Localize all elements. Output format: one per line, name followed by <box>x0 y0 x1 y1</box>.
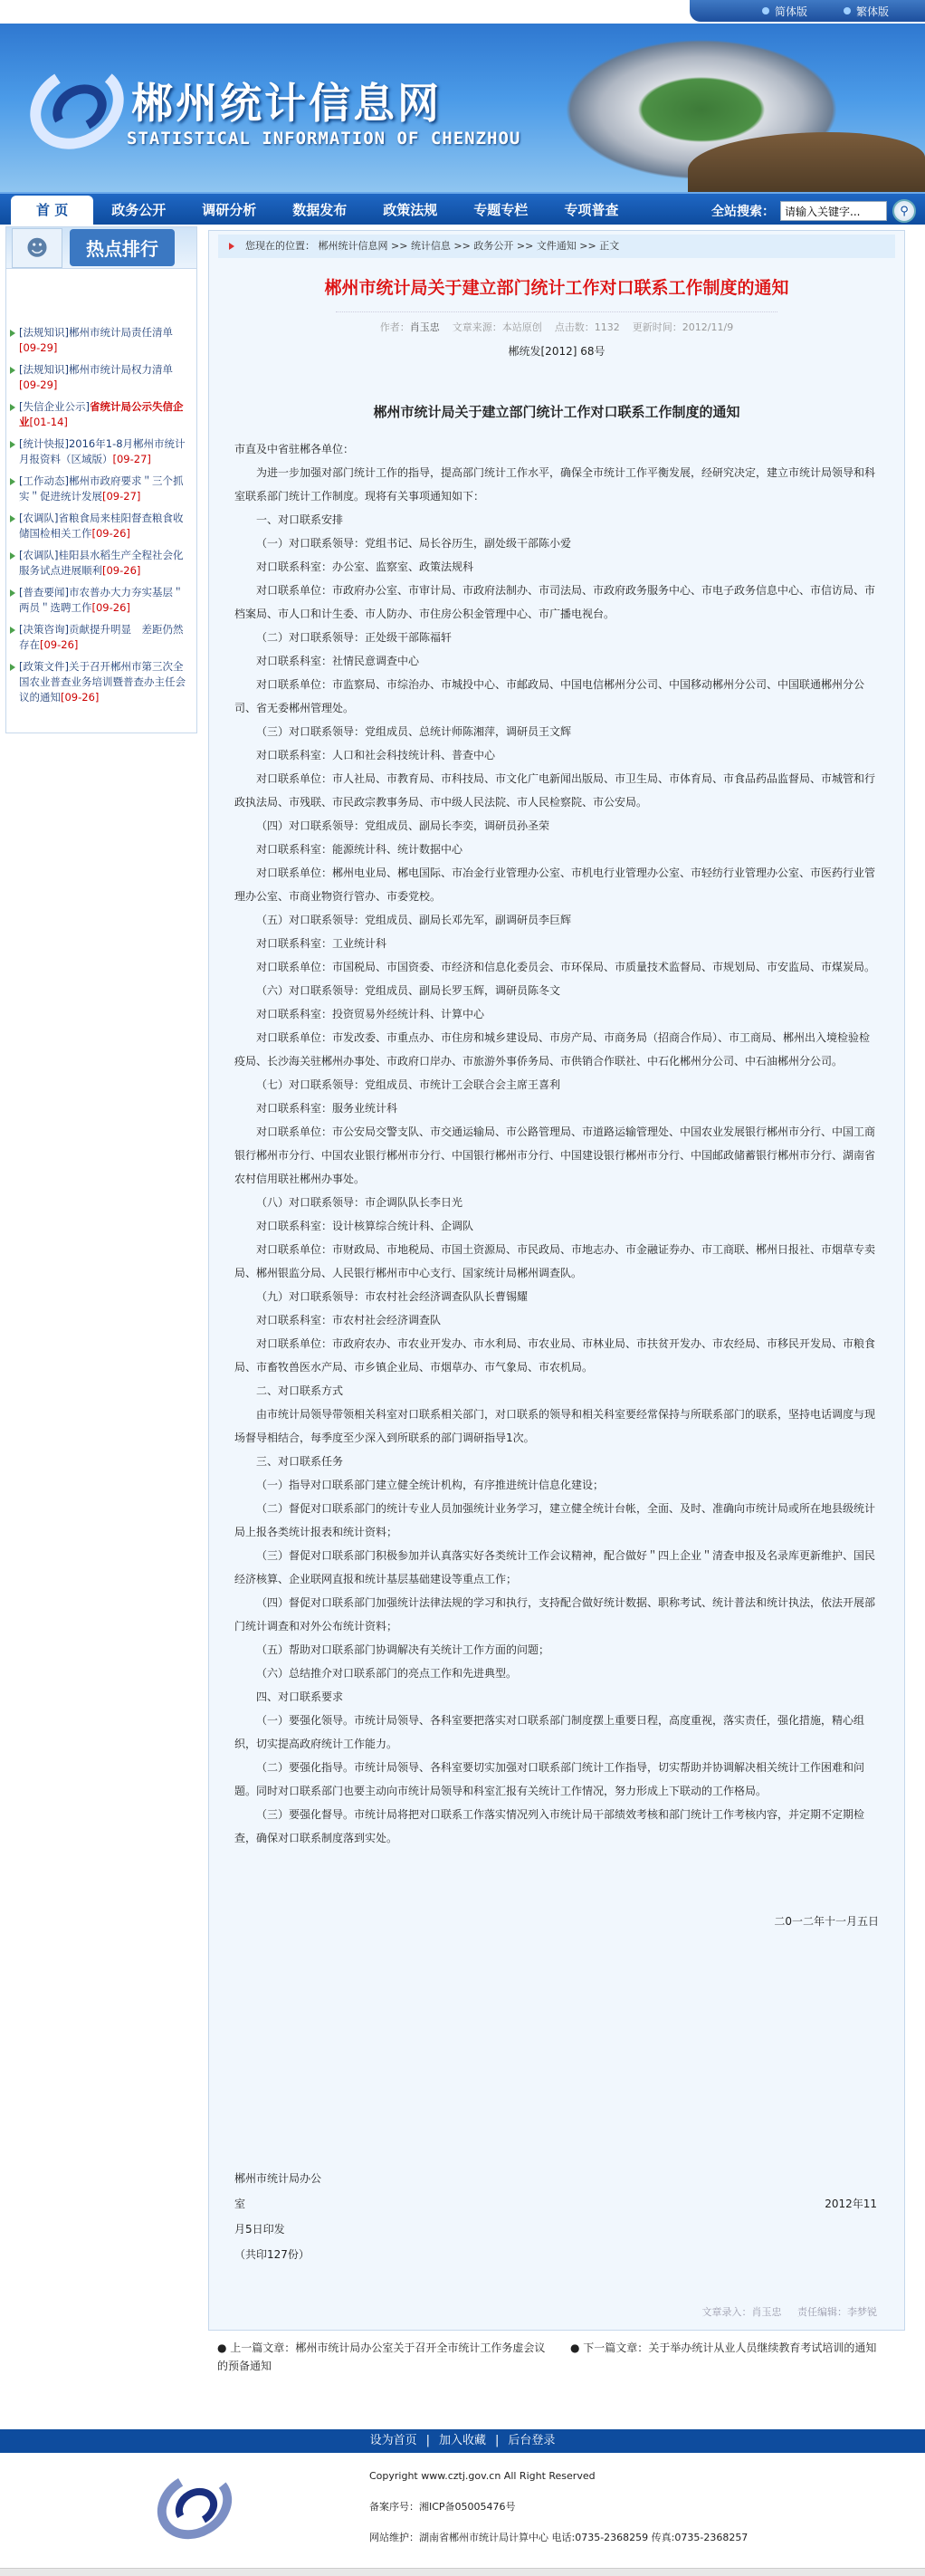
item-date: [09-26] <box>61 691 100 704</box>
updated-label: 更新时间： <box>632 321 682 333</box>
article-paragraph: （一）指导对口联系部门建立健全统计机构，有序推进统计信息化建设； <box>256 1479 605 1491</box>
item-link[interactable]: 省粮食局来桂阳督查粮食收储国检相关工作 <box>19 512 184 540</box>
item-date: [09-26] <box>91 601 130 614</box>
article-meta <box>336 311 777 334</box>
item-date: [09-26] <box>91 527 130 540</box>
article-heading: 郴州市统计局关于建立部门统计工作对口联系工作制度的通知 <box>373 404 740 420</box>
footer-separator: | <box>425 2434 430 2447</box>
copyright: Copyright www.cztj.gov.cn All Right Reserved <box>369 2470 596 2482</box>
article-paragraph: 对口联系单位：郴州电业局、郴电国际、市冶金行业管理办公室、市机电行业管理办公室、市轻纺行业管理办公室、市医药行业管理办公室、市商业物资行管办、市委党校。 <box>234 867 876 903</box>
article-paragraph: （一）要强化领导。市统计局领导、各科室要把落实对口联系部门制度摆上重要日程，高度重视，落实责任，强化措施，精心组织，切实提高政府统计工作能力。 <box>234 1714 865 1750</box>
editor-value: 李梦锐 <box>847 2306 877 2318</box>
article-paragraph: 一、对口联系安排 <box>256 513 344 526</box>
hits-label: 点击数： <box>554 321 595 333</box>
list-item[interactable] <box>10 622 193 653</box>
article-paragraph: （四）督促对口联系部门加强统计法律法规的学习和执行，支持配合做好统计数据、职称考试、统计普法和统计执法，依法开展部门统计调查和对外公布统计资料； <box>234 1596 876 1633</box>
article-paragraph: 对口联系单位：市监察局、市综治办、市城投中心、市邮政局、中国电信郴州分公司、中国移动郴州分公司、中国联通郴州分公司、省无委郴州管理处。 <box>234 678 865 714</box>
maintenance-info: 网站维护：湖南省郴州市统计局计算中心 电话:0735-2368259 传真:0735-2368257 <box>369 2532 749 2543</box>
article-paragraph: 三、对口联系任务 <box>256 1455 344 1468</box>
list-item[interactable] <box>10 548 193 579</box>
article-paragraph: 对口联系单位：市发改委、市重点办、市住房和城乡建设局、市房产局、市商务局（招商合作局）、市工商局、郴州出入境检验检疫局、长沙海关驻郴州办事处、市政府口岸办、市旅游外事侨务局、市供销合作联社、中石化郴州分公司、中石油郴州分公司。 <box>234 1031 871 1068</box>
breadcrumb-gov-affairs[interactable]: 政务公开 <box>473 240 514 252</box>
dot-icon <box>844 7 851 14</box>
article-paragraph: （七）对口联系领导：党组成员、市统计工会联合会主席王喜利 <box>256 1078 561 1091</box>
article-paragraph: （三）对口联系领导：党组成员、总统计师陈湘萍，调研员王文辉 <box>256 725 572 738</box>
article-paragraph: （六）总结推介对口联系部门的亮点工作和先进典型。 <box>256 1667 518 1680</box>
horizontal-scrollbar[interactable] <box>0 2568 925 2576</box>
nav-government-affairs[interactable]: 政务公开 <box>111 202 167 218</box>
article-paragraph: 市直及中省驻郴各单位： <box>234 443 355 455</box>
article-paragraph: 对口联系单位：市政府办公室、市审计局、市政府法制办、市司法局、市政府政务服务中心、市电子政务信息中心、市信访局、市档案局、市人口和计生委、市人防办、市住房公积金管理中心、市广播电视台。 <box>234 584 876 620</box>
author-label: 作者： <box>379 321 410 333</box>
article-paragraph: （二）对口联系领导：正处级干部陈福轩 <box>256 631 453 644</box>
hot-ranking-panel <box>5 226 197 733</box>
item-link[interactable]: 关于召开郴州市第三次全国农业普查业务培训暨普查办主任会议的通知 <box>19 660 186 704</box>
site-footer <box>0 2453 925 2576</box>
article-body <box>209 437 904 1850</box>
editor-info <box>209 2304 904 2319</box>
source-value: 本站原创 <box>501 321 542 333</box>
item-date: [01-14] <box>29 416 68 428</box>
author-value: 肖玉忠 <box>409 321 440 333</box>
article-paragraph: （九）对口联系领导：市农村社会经济调查队队长曹锡耀 <box>256 1290 529 1303</box>
breadcrumb: 您现在的位置： 郴州统计信息网 >> 统计信息 >> 政务公开 >> 文件通知 >> 正文 <box>218 235 895 258</box>
site-banner <box>0 24 925 192</box>
article-paragraph: （五）对口联系领导：党组成员、副局长邓先军，副调研员李巨辉 <box>256 914 572 926</box>
nav-home[interactable]: 首 页 <box>11 196 93 225</box>
list-item[interactable] <box>10 511 193 541</box>
icp-line <box>369 2498 748 2516</box>
article-paragraph: （五）帮助对口联系部门协调解决有关统计工作方面的问题； <box>256 1643 550 1656</box>
print-day: 月5日印发 <box>234 2223 285 2236</box>
hot-ranking-header <box>6 227 196 269</box>
item-tag: [政策文件] <box>19 660 69 673</box>
print-info <box>209 2166 904 2267</box>
add-favorite-link[interactable]: 加入收藏 <box>438 2434 486 2447</box>
item-date: [09-27] <box>102 490 141 503</box>
item-link[interactable]: 郴州市统计局责任清单 <box>68 326 173 339</box>
article-paragraph: 对口联系科室：人口和社会科技统计科、普查中心 <box>256 749 496 761</box>
prev-label: 上一篇文章： <box>230 2341 296 2354</box>
footer-text <box>369 2467 748 2560</box>
icp-number[interactable]: 湘ICP备05005476号 <box>419 2501 516 2513</box>
breadcrumb-current: 正文 <box>599 240 620 252</box>
editor-label: 责任编辑： <box>797 2306 847 2318</box>
item-date: [09-29] <box>19 378 58 391</box>
item-tag: [统计快报] <box>19 437 69 450</box>
article-paragraph: （四）对口联系领导：党组成员、副局长李奕，调研员孙圣荣 <box>256 819 550 832</box>
admin-login-link[interactable]: 后台登录 <box>508 2434 556 2447</box>
traditional-link[interactable] <box>844 4 889 19</box>
item-tag: [普查要闻] <box>19 586 69 599</box>
updated-value: 2012/11/9 <box>682 321 734 333</box>
article-paragraph: （八）对口联系领导：市企调队队长李日光 <box>256 1196 463 1209</box>
hot-ranking-list <box>6 269 196 705</box>
article-paragraph: 对口联系科室：投资贸易外经统计科、计算中心 <box>256 1008 485 1020</box>
icp-label: 备案序号： <box>369 2501 419 2513</box>
recorder-label: 文章录入： <box>701 2306 752 2318</box>
site-search <box>711 199 916 223</box>
print-year: 2012年11 <box>825 2198 877 2210</box>
prev-article: ● 上一篇文章：郴州市统计局办公室关于召开全市统计工作务虚会议的预备通知 <box>217 2341 546 2372</box>
issue-date: 二0一二年十一月五日 <box>774 1915 879 1928</box>
article-paragraph: （一）对口联系领导：党组书记、局长谷历生，副处级干部陈小爱 <box>256 537 572 550</box>
article-paragraph: 对口联系科室：设计核算综合统计科、企调队 <box>256 1220 474 1232</box>
nav-research[interactable]: 调研分析 <box>202 202 257 218</box>
breadcrumb-home[interactable]: 郴州统计信息网 <box>318 240 388 252</box>
item-link[interactable]: 2016年1-8月郴州市统计月报资料（区域版） <box>19 437 186 465</box>
item-date: [09-29] <box>19 341 58 354</box>
hot-ranking-title: 热点排行 <box>70 229 175 266</box>
simplified-label[interactable]: 简体版 <box>774 5 807 18</box>
item-date: [09-27] <box>112 453 151 465</box>
article-paragraph: （六）对口联系领导：党组成员、副局长罗玉辉，调研员陈冬文 <box>256 984 561 997</box>
item-link[interactable]: 贡献提升明显 差距仍然存在 <box>19 623 184 651</box>
footer-separator: | <box>495 2434 500 2447</box>
nav-census[interactable]: 专项普查 <box>564 202 619 218</box>
document-number: 郴统发[2012] 68号 <box>508 345 606 358</box>
footer-links <box>0 2429 925 2453</box>
print-org-label: 郴州市统计局办公 <box>234 2172 322 2185</box>
traditional-label[interactable]: 繁体版 <box>855 5 889 18</box>
person-icon: ☻ <box>12 228 62 268</box>
list-item[interactable] <box>10 474 193 504</box>
item-link[interactable]: 市农普办大力夯实基层＂两员＂选聘工作 <box>19 586 184 614</box>
search-input[interactable] <box>780 201 887 221</box>
search-label: 全站搜索： <box>711 205 775 219</box>
article-paragraph: 二、对口联系方式 <box>256 1384 344 1397</box>
item-link[interactable]: 桂阳县水稻生产全程社会化服务试点进展顺利 <box>19 549 184 577</box>
print-org-line2 <box>234 2191 904 2217</box>
article-paragraph: 对口联系科室：办公室、监察室、政策法规科 <box>256 560 474 573</box>
article-paragraph: 对口联系单位：市财政局、市地税局、市国土资源局、市民政局、市地志办、市金融证券办、市工商联、郴州日报社、市烟草专卖局、郴州银监分局、人民银行郴州市中心支行、国家统计局郴州调查队。 <box>234 1243 876 1279</box>
item-date: [09-26] <box>102 564 141 577</box>
breadcrumb-notices[interactable]: 文件通知 <box>536 240 577 252</box>
item-link[interactable]: 郴州市政府要求＂三个抓实＂促进统计发展 <box>19 474 184 503</box>
article-paragraph: 为进一步加强对部门统计工作的指导，提高部门统计工作水平，确保全市统计工作平衡发展，经研究决定，建立市统计局领导和科室联系部门统计工作制度。现将有关事项通知如下： <box>234 466 876 503</box>
item-tag: [决策咨询] <box>19 623 69 636</box>
article-paragraph: （三）要强化督导。市统计局将把对口联系工作落实情况列入市统计局干部绩效考核和部门统计工作考核内容，并定期不定期检查，确保对口联系制度落到实处。 <box>234 1808 865 1844</box>
search-icon[interactable]: ⚲ <box>892 199 916 223</box>
simplified-link[interactable] <box>762 4 807 19</box>
language-bar <box>690 0 925 22</box>
article-paragraph: 四、对口联系要求 <box>256 1690 344 1703</box>
article-paragraph: （三）督促对口联系部门积极参加并认真落实好各类统计工作会议精神，配合做好＂四上企业＂清查申报及名录库更新维护、国民经济核算、企业联网直报和统计基层基础建设等重点工作； <box>234 1549 876 1585</box>
list-item[interactable] <box>10 362 193 393</box>
article-title: 郴州市统计局关于建立部门统计工作对口联系工作制度的通知 <box>324 278 789 298</box>
main-nav <box>0 192 925 225</box>
next-article: ● 下一篇文章：关于举办统计从业人员继续教育考试培训的通知 <box>570 2341 877 2354</box>
nav-data-release[interactable]: 数据发布 <box>292 202 348 218</box>
article-paragraph: 对口联系单位：市人社局、市教育局、市科技局、市文化广电新闻出版局、市卫生局、市体育局、市食品药品监督局、市城管和行政执法局、市残联、市民政宗教事务局、市中级人民法院、市人民检察院、市公安局。 <box>234 772 876 809</box>
item-tag: [农调队] <box>19 549 59 561</box>
article-paragraph: 对口联系科室：能源统计科、统计数据中心 <box>256 843 463 856</box>
prev-article-link[interactable]: 郴州市统计局办公室关于召开全市统计工作务虚会议的预备通知 <box>217 2341 546 2372</box>
article-paragraph: （二）督促对口联系部门的统计专业人员加强统计业务学习，建立健全统计台帐，全面、及时、准确向市统计局或所在地县级统计局上报各类统计报表和统计资料； <box>234 1502 876 1538</box>
top-strip <box>0 0 925 24</box>
site-subtitle: STATISTICAL INFORMATION OF CHENZHOU <box>127 129 521 148</box>
article-paragraph: 对口联系科室：市农村社会经济调查队 <box>256 1314 442 1326</box>
list-item[interactable] <box>10 325 193 356</box>
article-paragraph: 由市统计局领导带领相关科室对口联系相关部门，对口联系的领导和相关科室要经常保持与所联系部门的联系，坚持电话调度与现场督导相结合，每季度至少深入到所联系的部门调研指导1次。 <box>234 1408 876 1444</box>
nav-topics[interactable]: 专题专栏 <box>473 202 529 218</box>
site-logo[interactable] <box>27 62 127 152</box>
item-link[interactable]: 省统计局公示失信企业 <box>19 400 184 428</box>
list-item[interactable] <box>10 399 193 430</box>
list-item[interactable] <box>10 659 193 705</box>
print-org-label-2: 室 <box>234 2198 246 2210</box>
list-item[interactable] <box>10 436 193 467</box>
item-tag: [失信企业公示] <box>19 400 90 413</box>
item-link[interactable]: 郴州市统计局权力清单 <box>68 363 173 376</box>
breadcrumb-prefix: 您现在的位置： <box>245 240 315 252</box>
item-tag: [法规知识] <box>19 326 69 339</box>
breadcrumb-stats-info[interactable]: 统计信息 <box>410 240 451 252</box>
article-paragraph: 对口联系科室：工业统计科 <box>256 937 387 950</box>
list-item[interactable] <box>10 585 193 616</box>
article-panel <box>208 230 905 2331</box>
article-paragraph: 对口联系科室：服务业统计科 <box>256 1102 398 1115</box>
article-paragraph: 对口联系单位：市国税局、市国资委、市经济和信息化委员会、市环保局、市质量技术监督局、市规划局、市安监局、市煤炭局。 <box>256 961 876 973</box>
item-tag: [工作动态] <box>19 474 69 487</box>
item-tag: [农调队] <box>19 512 59 524</box>
item-tag: [法规知识] <box>19 363 69 376</box>
print-org <box>234 2166 904 2191</box>
print-copies: （共印127份） <box>234 2248 310 2261</box>
article-paragraph: 对口联系单位：市公安局交警支队、市交通运输局、市公路管理局、市道路运输管理处、中国农业发展银行郴州市分行、中国工商银行郴州市分行、中国农业银行郴州市分行、中国银行郴州市分行、中国建设银行郴州市分行、中国邮政储蓄银行郴州市分行、湖南省农村信用联社郴州办事处。 <box>234 1125 876 1185</box>
footer-logo <box>154 2469 235 2542</box>
next-article-link[interactable]: 关于举办统计从业人员继续教育考试培训的通知 <box>648 2341 877 2354</box>
site-title: 郴州统计信息网 <box>131 79 442 128</box>
set-homepage-link[interactable]: 设为首页 <box>369 2434 417 2447</box>
hits-value: 1132 <box>594 321 620 333</box>
article-paragraph: 对口联系单位：市政府农办、市农业开发办、市水利局、市农业局、市林业局、市扶贫开发办、市农经局、市移民开发局、市粮食局、市畜牧兽医水产局、市乡镇企业局、市烟草办、市气象局、市农机局。 <box>234 1337 876 1374</box>
source-label: 文章来源： <box>452 321 502 333</box>
dot-icon <box>762 7 769 14</box>
article-paragraph: （二）要强化指导。市统计局领导、各科室要切实加强对口联系部门统计工作指导，切实帮助并协调解决相关统计工作困难和问题。同时对口联系部门也要主动向市统计局领导和科室汇报有关统计工作情况，努力形成上下联动的工作格局。 <box>234 1761 865 1797</box>
prev-next-nav <box>217 2339 905 2375</box>
article-paragraph: 对口联系科室：社情民意调查中心 <box>256 655 420 667</box>
recorder-value: 肖玉忠 <box>751 2306 782 2318</box>
nav-policy[interactable]: 政策法规 <box>383 202 438 218</box>
next-label: 下一篇文章： <box>583 2341 649 2354</box>
item-date: [09-26] <box>40 638 79 651</box>
